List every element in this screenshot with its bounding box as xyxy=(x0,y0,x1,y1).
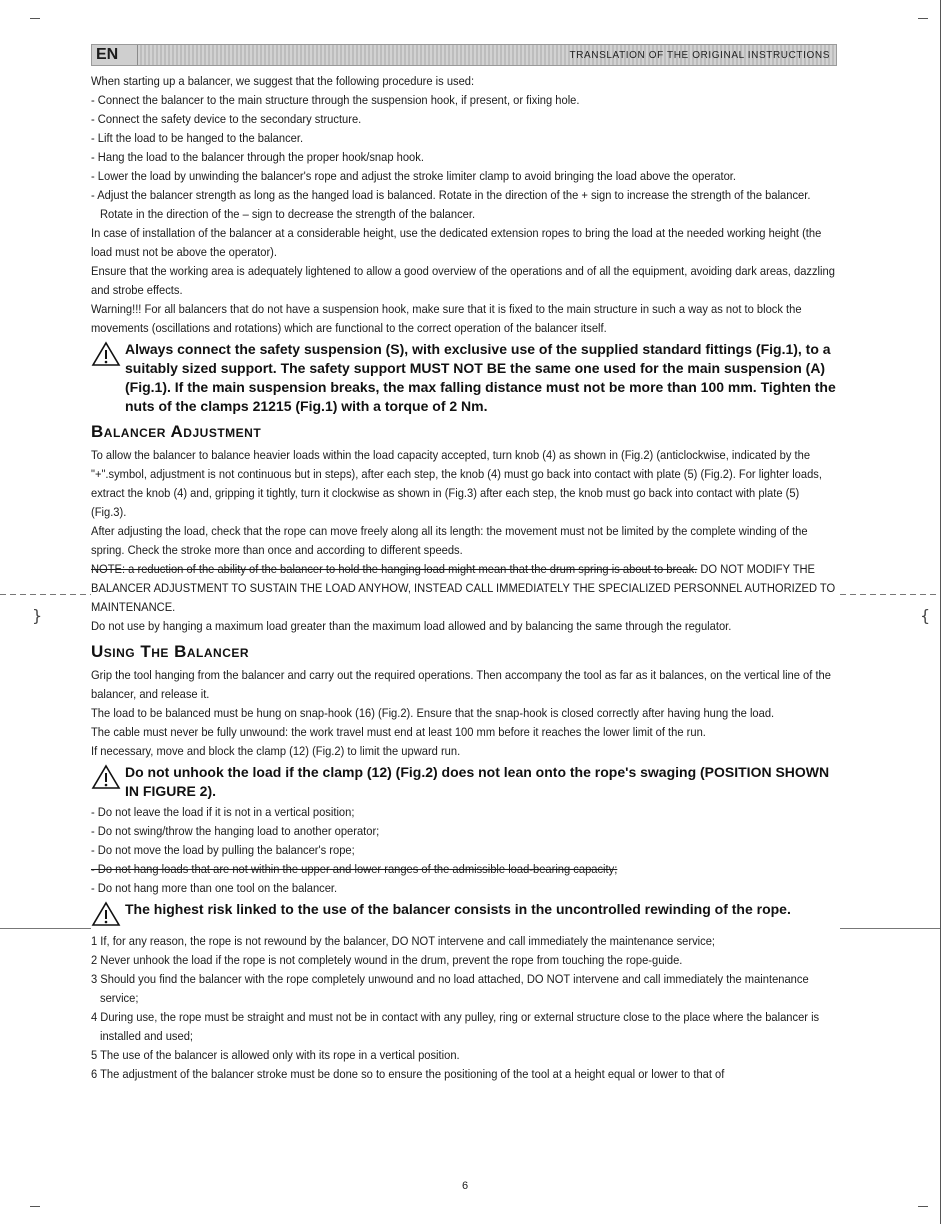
page-header xyxy=(91,44,837,66)
list-item: - Adjust the balancer strength as long as the hanged load is balanced. Rotate in the direction of the + sign to increase the strength of the balancer. Rotate in the direction of the – sign to decrease the strength of the balancer. xyxy=(91,188,811,221)
adjustment-paragraph: After adjusting the load, check that the rope can move freely along all its length: the movement must not be limited by the complete winding of the spring. Check the stroke more than once and according to different speeds. xyxy=(91,524,808,557)
adjustment-paragraph: Do not use by hanging a maximum load greater than the maximum load allowed and by balancing the same through the regulator. xyxy=(91,619,732,633)
binding-mark: } xyxy=(32,606,43,625)
procedure-list xyxy=(91,91,837,224)
list-item: - Connect the balancer to the main structure through the suspension hook, if present, or fixing hole. xyxy=(91,93,580,107)
warning-triangle-icon xyxy=(91,763,125,793)
list-item: - Do not hang loads that are not within the upper and lower ranges of the admissible load-bearing capacity; xyxy=(91,862,618,876)
list-item: - Connect the safety device to the secondary structure. xyxy=(91,112,362,126)
numbered-list xyxy=(91,932,837,1084)
list-item: 4 During use, the rope must be straight and must not be in contact with any pulley, ring or external structure close to the place where the balancer is installed and used; xyxy=(91,1010,820,1043)
struck-note: NOTE: a reduction of the ability of the balancer to hold the hanging load might mean that the drum spring is about to break. xyxy=(91,562,698,576)
scan-edge-line xyxy=(940,0,941,1224)
list-item: 1 If, for any reason, the rope is not rewound by the balancer, DO NOT intervene and call immediately the maintenance service; xyxy=(91,934,715,948)
scan-tick xyxy=(918,18,928,19)
warning-text: Do not unhook the load if the clamp (12) (Fig.2) does not lean onto the rope's swaging (POSITION SHOWN IN FIGURE 2). xyxy=(125,764,830,799)
page-number: 6 xyxy=(462,1180,469,1192)
list-item: 6 The adjustment of the balancer stroke must be done so to ensure the positioning of the tool at a height equal or lower to that of xyxy=(91,1067,725,1081)
using-paragraph: The cable must never be fully unwound: the work travel must end at least 100 mm before it reaches the lower limit of the run. xyxy=(91,725,706,739)
scan-tick xyxy=(918,1206,928,1207)
list-item: 3 Should you find the balancer with the rope completely unwound and no load attached, DO NOT intervene and call immediately the maintenance service; xyxy=(91,972,809,1005)
list-item: - Do not hang more than one tool on the balancer. xyxy=(91,881,338,895)
language-code: EN xyxy=(92,45,138,65)
unhook-warning xyxy=(91,763,837,801)
risk-warning xyxy=(91,900,837,930)
list-item: - Do not move the load by pulling the balancer's rope; xyxy=(91,843,355,857)
warning-text: The highest risk linked to the use of the balancer consists in the uncontrolled rewinding of the rope. xyxy=(125,901,791,917)
donts-list xyxy=(91,803,837,898)
fold-line xyxy=(840,928,940,929)
warning-triangle-icon xyxy=(91,900,125,930)
list-item: - Lift the load to be hanged to the balancer. xyxy=(91,131,304,145)
height-paragraph: In case of installation of the balancer at a considerable height, use the dedicated extension ropes to bring the load at the needed working height (the load must not be above the operator). xyxy=(91,226,822,259)
document-page xyxy=(91,44,837,1084)
list-item: 2 Never unhook the load if the rope is not completely wound in the drum, prevent the rope from touching the rope-guide. xyxy=(91,953,683,967)
scan-tick xyxy=(30,1206,40,1207)
using-paragraph: The load to be balanced must be hung on snap-hook (16) (Fig.2). Ensure that the snap-hook is closed correctly after having hung the load. xyxy=(91,706,775,720)
scan-tick xyxy=(30,18,40,19)
list-item: - Lower the load by unwinding the balancer's rope and adjust the stroke limiter clamp to avoid bringing the load above the operator. xyxy=(91,169,736,183)
list-item: - Do not leave the load if it is not in a vertical position; xyxy=(91,805,355,819)
intro-text: When starting up a balancer, we suggest that the following procedure is used: xyxy=(91,74,475,88)
adjustment-note xyxy=(91,560,836,617)
adjustment-paragraph: To allow the balancer to balance heavier loads within the load capacity accepted, turn knob (4) as shown in (Fig.2) (anticlockwise, indicated by the "+".symbol, adjustment is not continuous but in steps), after each step, the knob (4) must go back into contact with plate (5) (Fig.2). For lighter loads, extract the knob (4) and, gripping it tightly, turn it clockwise as shown in (Fig.3) after each step, the knob must go back into contact with plate (5) (Fig.3). xyxy=(91,448,822,519)
section-title-using: Using The Balancer xyxy=(91,642,250,661)
binding-mark: { xyxy=(920,606,931,625)
list-item: - Hang the load to the balancer through the proper hook/snap hook. xyxy=(91,150,424,164)
using-paragraph: If necessary, move and block the clamp (12) (Fig.2) to limit the upward run. xyxy=(91,744,461,758)
warning-paragraph: Warning!!! For all balancers that do not have a suspension hook, make sure that it is fixed to the main structure in such a way as not to block the movements (oscillations and rotations) which are functional to the correct operation of the balancer itself. xyxy=(91,302,802,335)
note-rest: DO NOT MODIFY THE BALANCER ADJUSTMENT TO SUSTAIN THE LOAD ANYHOW, INSTEAD CALL IMMEDIATELY THE SPECIALIZED PERSONNEL AUTHORIZED TO MAINTENANCE. xyxy=(91,562,836,614)
section-title-adjustment: Balancer Adjustment xyxy=(91,422,262,441)
lighting-paragraph: Ensure that the working area is adequately lightened to allow a good overview of the operations and of all the equipment, avoiding dark areas, dazzling and strobe effects. xyxy=(91,264,835,297)
using-paragraph: Grip the tool hanging from the balancer and carry out the required operations. Then accompany the tool as far as it balances, on the vertical line of the balancer, and release it. xyxy=(91,668,831,701)
fold-line xyxy=(840,594,938,595)
warning-triangle-icon xyxy=(91,340,125,370)
safety-warning xyxy=(91,340,837,416)
list-item: 5 The use of the balancer is allowed only with its rope in a vertical position. xyxy=(91,1048,460,1062)
warning-text: Always connect the safety suspension (S), with exclusive use of the supplied standard fittings (Fig.1), to a suitably sized support. The safety support MUST NOT BE the same one used for the main suspension (A) (Fig.1). If the main suspension breaks, the max falling distance must not be more than 100 mm. Tighten the nuts of the clamps 21215 (Fig.1) with a torque of 2 Nm. xyxy=(125,341,836,414)
list-item: - Do not swing/throw the hanging load to another operator; xyxy=(91,824,380,838)
fold-line xyxy=(0,928,91,929)
header-title: TRANSLATION OF THE ORIGINAL INSTRUCTIONS xyxy=(569,50,830,61)
fold-line xyxy=(0,594,91,595)
